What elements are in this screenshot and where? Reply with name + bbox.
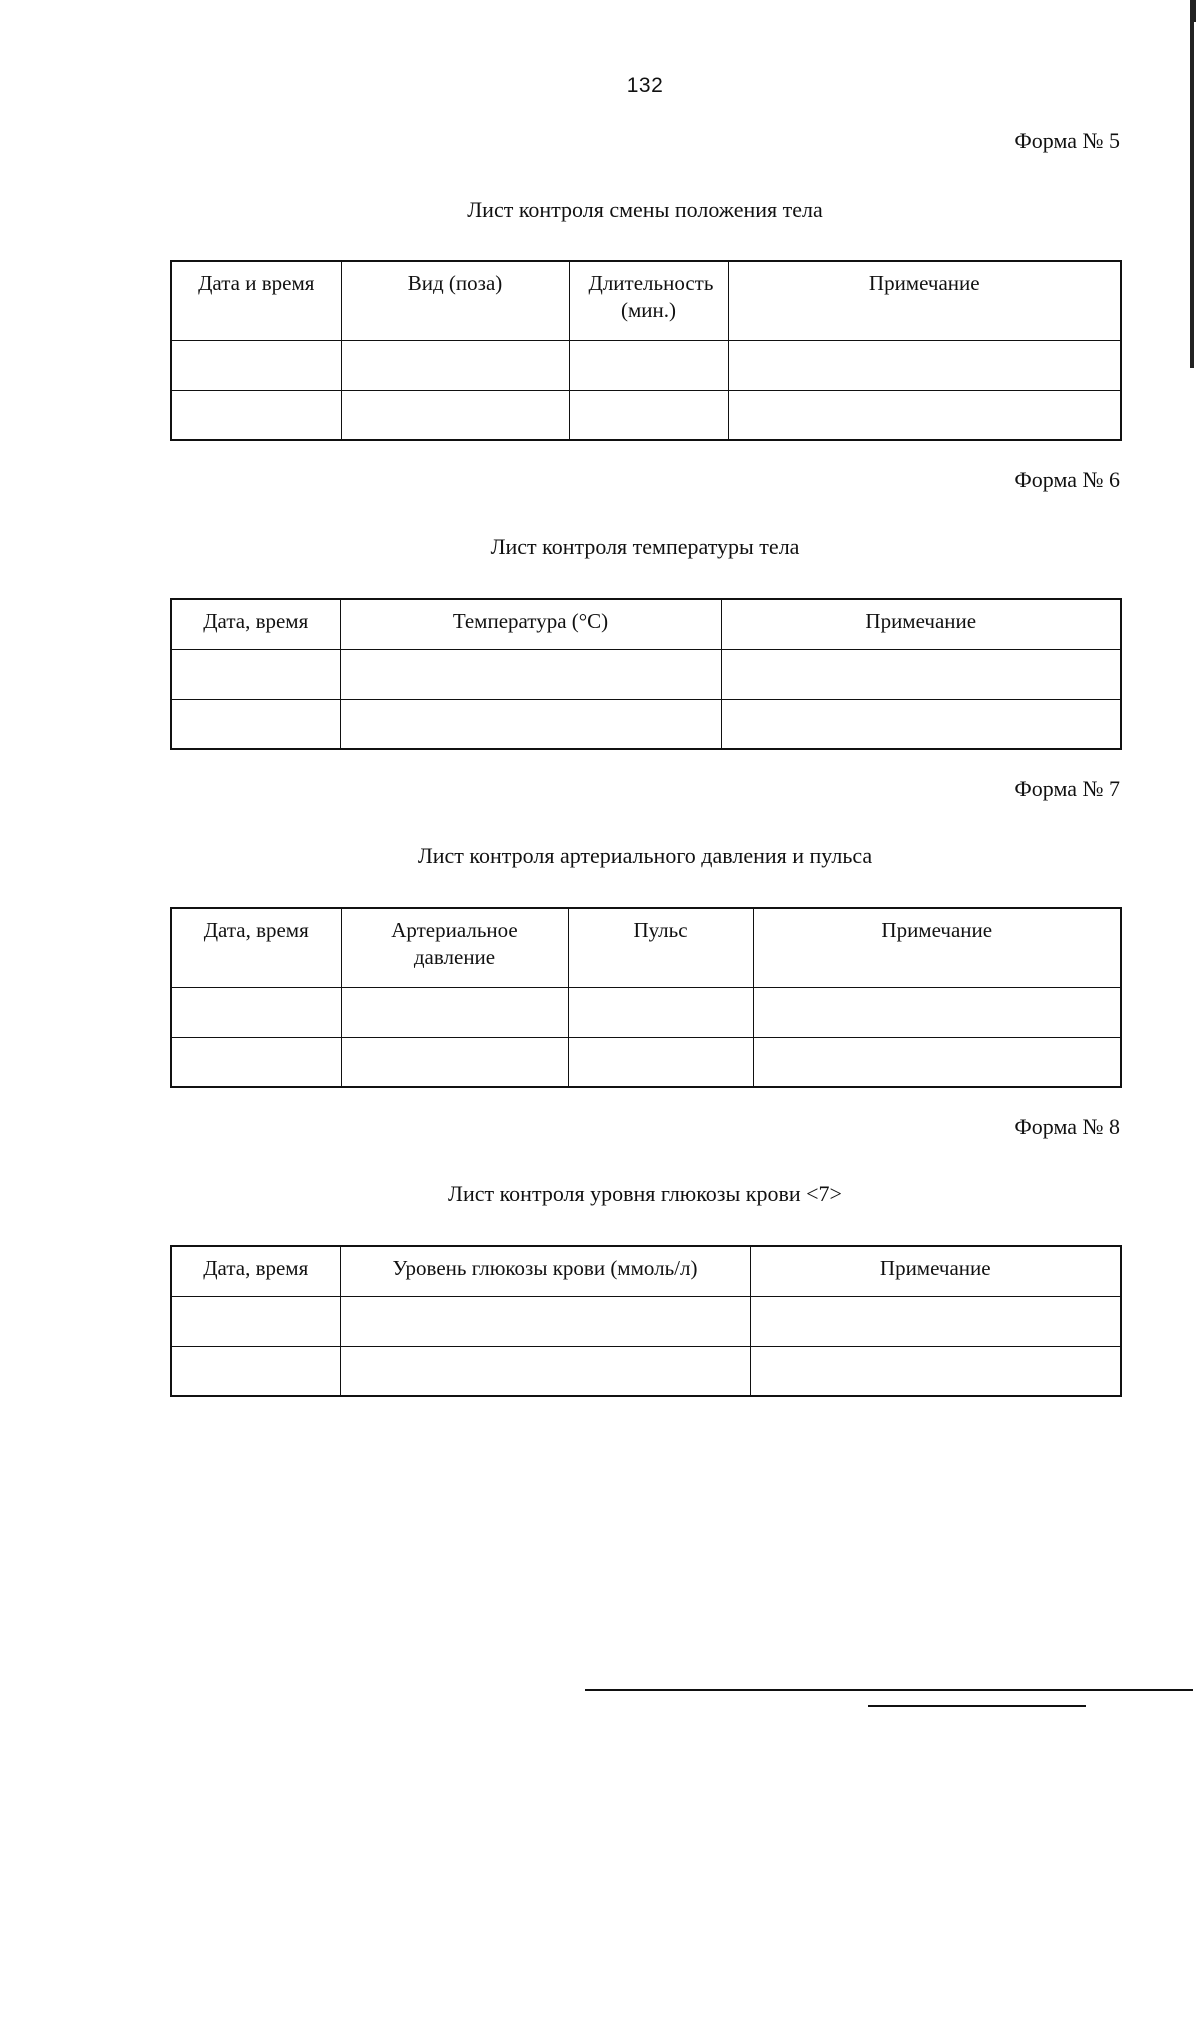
table-header-cell: Дата, время [171,1246,340,1296]
table-header-cell: Артериальное давление [341,908,568,987]
form-7-table [170,907,1122,1088]
table-row [171,987,1121,1037]
footnote-divider-short [868,1705,1086,1707]
table-header-cell: Температура (°C) [340,599,721,649]
table-cell-empty[interactable] [171,1037,341,1087]
table-header-cell: Примечание [753,908,1121,987]
table-row [171,1296,1121,1346]
table-row [171,390,1121,440]
table-cell-empty[interactable] [171,1346,340,1396]
form-8-title: Лист контроля уровня глюкозы крови <7> [448,1181,842,1206]
form-6-table [170,598,1122,750]
form-5-title: Лист контроля смены положения тела [467,197,823,222]
table-cell-empty[interactable] [171,340,341,390]
table-header-cell: Дата, время [171,599,340,649]
table-row [171,1346,1121,1396]
table-row [171,340,1121,390]
form-8-label: Форма № 8 [1014,1114,1120,1139]
table-header-cell: Вид (поза) [341,261,569,340]
table-cell-empty[interactable] [341,340,569,390]
table-cell-empty[interactable] [753,987,1121,1037]
table-header-cell: Пульс [568,908,753,987]
table-header-cell: Дата и время [171,261,341,340]
table-header-cell: Дата, время [171,908,341,987]
table-cell-empty[interactable] [753,1037,1121,1087]
table-cell-empty[interactable] [341,390,569,440]
table-cell-empty[interactable] [340,1296,750,1346]
table-cell-empty[interactable] [568,987,753,1037]
scan-margin-mark [1190,8,1194,368]
table-cell-empty[interactable] [340,699,721,749]
table-cell-empty[interactable] [171,699,340,749]
table-cell-empty[interactable] [568,1037,753,1087]
table-cell-empty[interactable] [340,1346,750,1396]
table-cell-empty[interactable] [569,390,728,440]
table-header-cell: Уровень глюкозы крови (ммоль/л) [340,1246,750,1296]
table-cell-empty[interactable] [721,649,1121,699]
form-5-label: Форма № 5 [1014,128,1120,153]
table-cell-empty[interactable] [750,1346,1121,1396]
table-cell-empty[interactable] [569,340,728,390]
form-7-label: Форма № 7 [1014,776,1120,801]
form-5-table [170,260,1122,441]
table-header-cell: Длительность (мин.) [569,261,728,340]
table-cell-empty[interactable] [171,987,341,1037]
form-6-title: Лист контроля температуры тела [490,534,800,559]
form-7-title: Лист контроля артериального давления и пульса [417,843,873,868]
form-8-table [170,1245,1122,1397]
table-header-cell: Примечание [721,599,1121,649]
table-cell-empty[interactable] [340,649,721,699]
table-row [171,699,1121,749]
table-header-cell: Примечание [728,261,1121,340]
table-row [171,649,1121,699]
page-number: 132 [626,74,664,97]
table-cell-empty[interactable] [171,1296,340,1346]
footnote-divider [585,1689,1193,1691]
table-header-cell: Примечание [750,1246,1121,1296]
table-cell-empty[interactable] [171,390,341,440]
table-row [171,1037,1121,1087]
table-cell-empty[interactable] [750,1296,1121,1346]
table-cell-empty[interactable] [728,340,1121,390]
table-cell-empty[interactable] [341,1037,568,1087]
table-cell-empty[interactable] [171,649,340,699]
table-cell-empty[interactable] [721,699,1121,749]
table-cell-empty[interactable] [728,390,1121,440]
table-cell-empty[interactable] [341,987,568,1037]
form-6-label: Форма № 6 [1014,467,1120,492]
